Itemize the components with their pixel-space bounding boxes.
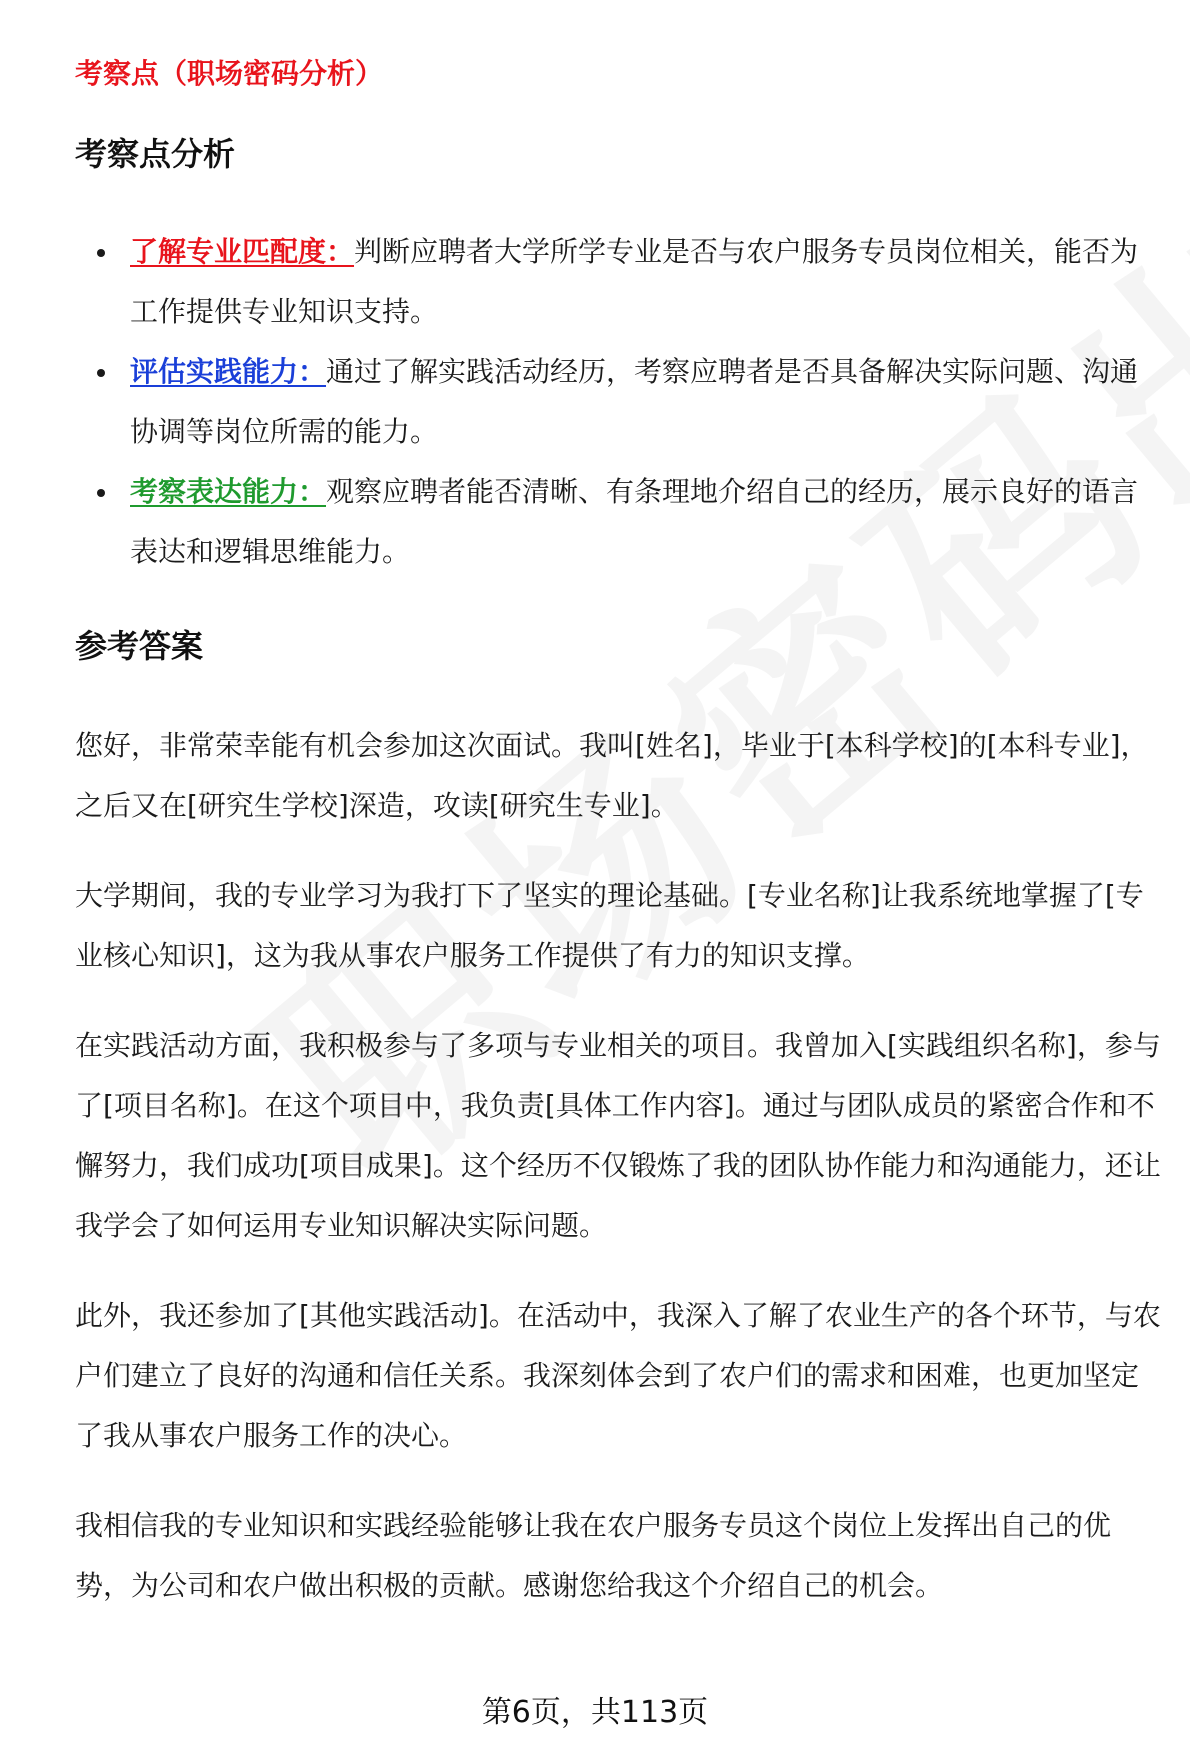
- bullet-icon: [97, 489, 105, 497]
- bullet-icon: [97, 249, 105, 257]
- answer-paragraph: 我相信我的专业知识和实践经验能够让我在农户服务专员这个岗位上发挥出自己的优势，为公司和农户做出积极的贡献。感谢您给我这个介绍自己的机会。: [75, 1509, 1112, 1602]
- page-content: [75, 50, 1165, 1616]
- analysis-points-list: [75, 222, 1165, 582]
- point-keyword: 评估实践能力：: [130, 355, 327, 388]
- bullet-icon: [97, 369, 105, 377]
- analysis-point: [75, 222, 1165, 342]
- point-text: 观察应聘者能否清晰、有条理地介绍自己的经历，展示良好的语言表达和逻辑思维能力。: [130, 475, 1139, 568]
- point-keyword: 了解专业匹配度：: [130, 235, 355, 268]
- answer-paragraph: 大学期间，我的专业学习为我打下了坚实的理论基础。[专业名称]让我系统地掌握了[专业核心知识]，这为我从事农户服务工作提供了有力的知识支撑。: [75, 879, 1144, 972]
- analysis-heading: 考察点分析: [75, 135, 236, 173]
- page-number: 第6页，共113页: [481, 1695, 709, 1730]
- section-label: 考察点（职场密码分析）: [75, 57, 384, 90]
- analysis-point: [75, 342, 1165, 462]
- answer-paragraph: 您好，非常荣幸能有机会参加这次面试。我叫[姓名]，毕业于[本科学校]的[本科专业]，之后又在[研究生学校]深造，攻读[研究生专业]。: [75, 729, 1149, 822]
- answer-paragraph: 此外，我还参加了[其他实践活动]。在活动中，我深入了解了农业生产的各个环节，与农户们建立了良好的沟通和信任关系。我深刻体会到了农户们的需求和困难，也更加坚定了我从事农户服务工作的决心。: [75, 1299, 1161, 1452]
- point-text: 通过了解实践活动经历，考察应聘者是否具备解决实际问题、沟通协调等岗位所需的能力。: [130, 355, 1139, 448]
- point-text: 判断应聘者大学所学专业是否与农户服务专员岗位相关，能否为工作提供专业知识支持。: [130, 235, 1139, 328]
- point-keyword: 考察表达能力：: [130, 475, 327, 508]
- answer-heading: 参考答案: [75, 627, 204, 665]
- answer-paragraph: 在实践活动方面，我积极参与了多项与专业相关的项目。我曾加入[实践组织名称]，参与了[项目名称]。在这个项目中，我负责[具体工作内容]。通过与团队成员的紧密合作和不懈努力，我们成功[项目成果]。这个经历不仅锻炼了我的团队协作能力和沟通能力，还让我学会了如何运用专业知识解决实际问题。: [75, 1029, 1161, 1242]
- analysis-point: [75, 462, 1165, 582]
